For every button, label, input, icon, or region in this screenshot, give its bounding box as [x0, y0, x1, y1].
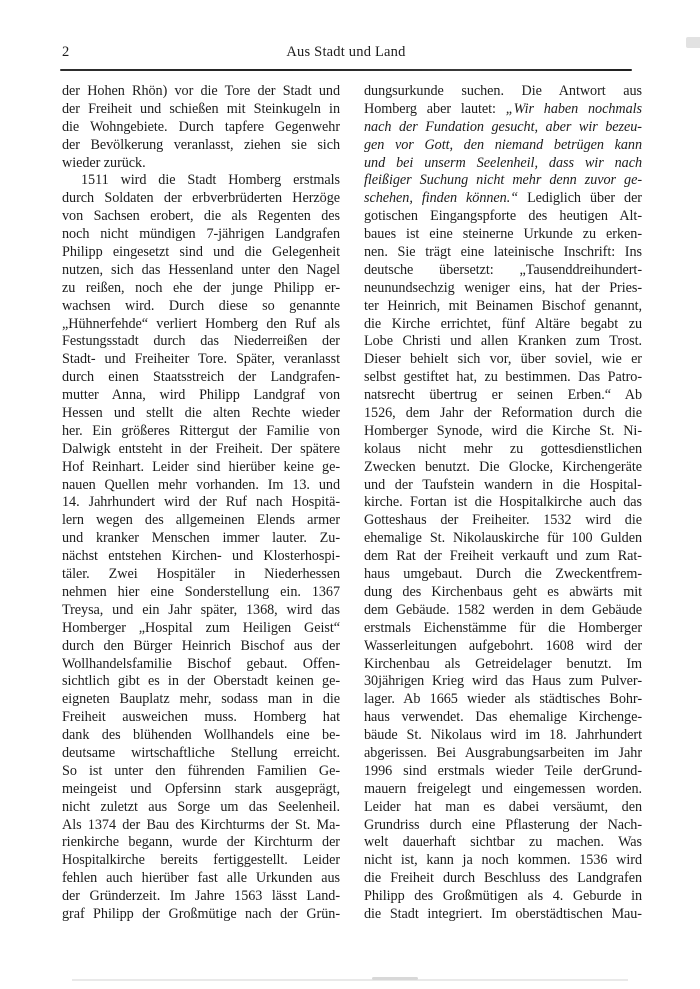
- text-line: 1996 sind erstmals wieder Teile derGrund-: [364, 762, 642, 779]
- page-number: 2: [62, 44, 70, 60]
- text-line: Homberger „Hospital zum Heiligen Geist“: [62, 619, 340, 636]
- text-line: Leider hat man es dabei versäumt, den: [364, 798, 642, 815]
- text-line: Treysa, und ein Jahr später, 1368, wird das: [62, 601, 340, 618]
- text-line: Dieser behielt sich vor, über soviel, wie er: [364, 351, 642, 368]
- text-line: Hessen und stellt die alten Rechte wieder: [62, 405, 340, 422]
- text-line: durch einen Staatsstreich der Landgrafen-: [62, 369, 340, 386]
- text-line: nutzen, sich das Hessenland unter den Nagel: [62, 261, 340, 278]
- text-line: schehen, finden können.“ Lediglich über der: [364, 190, 642, 207]
- text-line: Hospitalkirche bereits fertiggestellt. Leider: [62, 852, 340, 869]
- text-line: nächst entstehen Kirchen- und Klosterhospi-: [62, 548, 340, 565]
- text-line: eigneten Bauplatz mehr, sodass man in die: [62, 691, 340, 708]
- text-line: die Wohngebiete. Durch tapfere Gegenwehr: [62, 118, 340, 135]
- text-line: 1511 wird die Stadt Homberg erstmals: [81, 172, 340, 189]
- text-line: meingeist und Opfersinn stark ausgeprägt,: [62, 780, 340, 797]
- text-line: gen vor Gott, den niemand betrügen kann: [364, 136, 642, 153]
- text-line: haus verwendet. Das ehemalige Kirchenge-: [364, 709, 642, 726]
- text-line: Als 1374 der Bau des Kirchturms der St. Ma-: [62, 816, 340, 833]
- text-line: der Freiheit und schießen mit Steinkugeln in: [62, 100, 340, 117]
- text-line: fehlen auch hierüber fast alle Urkunden aus: [62, 870, 340, 887]
- text-line: 14. Jahrhundert wird der Ruf nach Hospitä-: [62, 494, 340, 511]
- scan-artifact-smudge: [372, 977, 418, 980]
- text-line: der Hohen Rhön) vor die Tore der Stadt und: [62, 83, 340, 99]
- text-line: Philipp eingesetzt sind und die Gelegenheit: [62, 244, 340, 261]
- text-line: nauen Quellen mehr vorhanden. Im 13. und: [62, 476, 340, 493]
- text-line: 30jährigen Krieg wird das Haus zum Pulver-: [364, 673, 642, 690]
- text-line: nicht ist, kann ja noch kommen. 1536 wird: [364, 852, 642, 869]
- text-line: graf Philipp der Großmütige nach der Grün-: [62, 905, 340, 922]
- text-line: mutter Anna, wird Philipp Landgraf von: [62, 387, 340, 404]
- text-line: deutsche übersetzt: „Tausenddreihundert-: [364, 261, 642, 278]
- text-line: die Kirche errichtet, fünf Altäre begabt zu: [364, 315, 642, 332]
- text-line: nicht zuletzt aus Sorge um das Seelenheil.: [62, 798, 340, 815]
- text-line: Hof Reinhart. Leider sind hierüber keine ge-: [62, 458, 340, 475]
- scan-artifact-line: [72, 979, 628, 981]
- text-line: kolaus nicht mehr zu gottesdienstlichen: [364, 440, 642, 457]
- text-line: und bei unserm Seelenheil, dass wir nach: [364, 154, 642, 171]
- text-line: Stadt- und Freiheiter Tore. Später, veranlasst: [62, 351, 340, 368]
- text-line: deutsame wirtschaftliche Stellung erreicht.: [62, 744, 340, 761]
- text-line: welt dauerhaft sichtbar zu machen. Was: [364, 834, 642, 851]
- text-line: dank des blühenden Wollhandels eine be-: [62, 727, 340, 744]
- text-line: So ist unter den führenden Familien Ge-: [62, 762, 340, 779]
- text-line: nen. Sie trägt eine lateinische Inschrift: Ins: [364, 244, 642, 261]
- text-line: Dalwigk entsteht in der Freiheit. Der spätere: [62, 440, 340, 457]
- text-line: „Hühnerfehde“ verliert Homberg den Ruf als: [62, 315, 340, 332]
- text-line: natsrecht übertrug er seinen Erben.“ Ab: [364, 387, 642, 404]
- text-line: baues ist eine steinerne Urkunde zu erken-: [364, 226, 642, 243]
- text-line: gotischen Eingangspforte des heutigen Alt-: [364, 208, 642, 225]
- text-line: 1526, dem Jahr der Reformation durch die: [364, 405, 642, 422]
- text-line: fleißiger Suchung nicht mehr denn zuvor ge-: [364, 172, 642, 189]
- text-line: Zwecken benutzt. Die Glocke, Kirchengeräte: [364, 458, 642, 475]
- text-line: durch den Bürger Heinrich Bischof aus der: [62, 637, 340, 654]
- text-line: Festungsstadt durch das Niederreißen der: [62, 333, 340, 350]
- text-body: [62, 83, 642, 924]
- text-line: neunundsechzig weniger eins, hat der Pries-: [364, 279, 642, 296]
- text-line: von Sachsen erobert, die als Regenten des: [62, 208, 340, 225]
- text-line: durch Soldaten der erbverbrüderten Herzöge: [62, 190, 340, 207]
- text-line: lager. Ab 1665 wieder als städtisches Bohr-: [364, 691, 642, 708]
- text-line: Grundriss durch eine Pflasterung der Nach-: [364, 816, 642, 833]
- text-line: dem Gebäude. 1582 werden in dem Gebäude: [364, 601, 642, 618]
- right-column: [364, 83, 642, 924]
- text-line: Kirchenbau als Getreidelager benutzt. Im: [364, 655, 642, 672]
- text-line: haus umgebaut. Durch die Zweckentfrem-: [364, 566, 642, 583]
- header-rule: [60, 69, 632, 71]
- text-line: dem Rat der Freiheit verkauft und zum Rat-: [364, 548, 642, 565]
- text-line: bäude St. Nikolaus wird im 18. Jahrhundert: [364, 727, 642, 744]
- text-line: Homberg aber lautet: „Wir haben nochmals: [364, 100, 642, 117]
- text-line: Lobe Christi und allen Kranken zum Trost.: [364, 333, 642, 350]
- text-line: mauern freigelegt und eingemessen worden.: [364, 780, 642, 797]
- text-line: Wasserleitungen aufgebohrt. 1608 wird der: [364, 637, 642, 654]
- text-line: wieder zurück.: [62, 154, 146, 171]
- text-line: Wollhandelsfamilie Bischof gebaut. Offen-: [62, 655, 340, 672]
- text-line: Gotteshaus der Freiheiter. 1532 wird die: [364, 512, 642, 529]
- text-line: Homberger Synode, wird die Kirche St. Ni-: [364, 422, 642, 439]
- text-line: wachsen wird. Durch diese so genannte: [62, 297, 340, 314]
- text-line: die Stadt integriert. Im oberstädtischen Mau-: [364, 905, 642, 922]
- text-line: nach der Fundation gesucht, aber wir bezeu-: [364, 118, 642, 135]
- text-line: kirche. Fortan ist die Hospitalkirche auch das: [364, 494, 642, 511]
- text-line: dung des Kirchenbaus geht es abwärts mit: [364, 583, 642, 600]
- text-line: Freiheit ausweichen muss. Homberg hat: [62, 709, 340, 726]
- text-line: abgerissen. Bei Ausgrabungsarbeiten im Jahr: [364, 744, 642, 761]
- text-line: nehmen hier eine Sonderstellung ein. 1367: [62, 583, 340, 600]
- text-line: täler. Zwei Hospitäler in Niederhessen: [62, 566, 340, 583]
- text-line: ter Heinrich, mit Beinamen Bischof genannt,: [364, 297, 642, 314]
- text-line: ehemalige St. Nikolauskirche für 100 Gulden: [364, 530, 642, 547]
- text-line: her. Ein größeres Rittergut der Familie von: [62, 422, 340, 439]
- text-line: selbst gestiftet hat, zu bestimmen. Das Patro-: [364, 369, 642, 386]
- text-line: und der Taufstein wandern in die Hospital-: [364, 476, 642, 493]
- text-line: und kranker Menschen immer lauter. Zu-: [62, 530, 340, 547]
- text-line: noch nicht mündigen 7-jährigen Landgrafen: [62, 226, 340, 243]
- scan-edge-smudge: [686, 37, 700, 48]
- text-line: dungsurkunde suchen. Die Antwort aus: [364, 83, 642, 99]
- text-line: der Gründerzeit. Im Jahre 1563 lässt Land-: [62, 888, 340, 905]
- text-line: sichtlich gibt es in der Oberstadt keinen ge-: [62, 673, 340, 690]
- text-line: erstmals Eichenstämme für die Homberger: [364, 619, 642, 636]
- page-header: [60, 44, 632, 66]
- text-line: der Bevölkerung veranlasst, ziehen sie sich: [62, 136, 340, 153]
- header-title: Aus Stadt und Land: [286, 44, 406, 60]
- text-line: rienkirche begann, wurde der Kirchturm der: [62, 834, 340, 851]
- text-line: lern wegen des allgemeinen Elends armer: [62, 512, 340, 529]
- text-line: Philipp des Großmütigen als 4. Geburde in: [364, 888, 642, 905]
- text-line: die Freiheit durch Beschluss des Landgrafen: [364, 870, 642, 887]
- text-line: zu reißen, noch ehe der junge Philipp er-: [62, 279, 340, 296]
- left-column: [62, 83, 340, 924]
